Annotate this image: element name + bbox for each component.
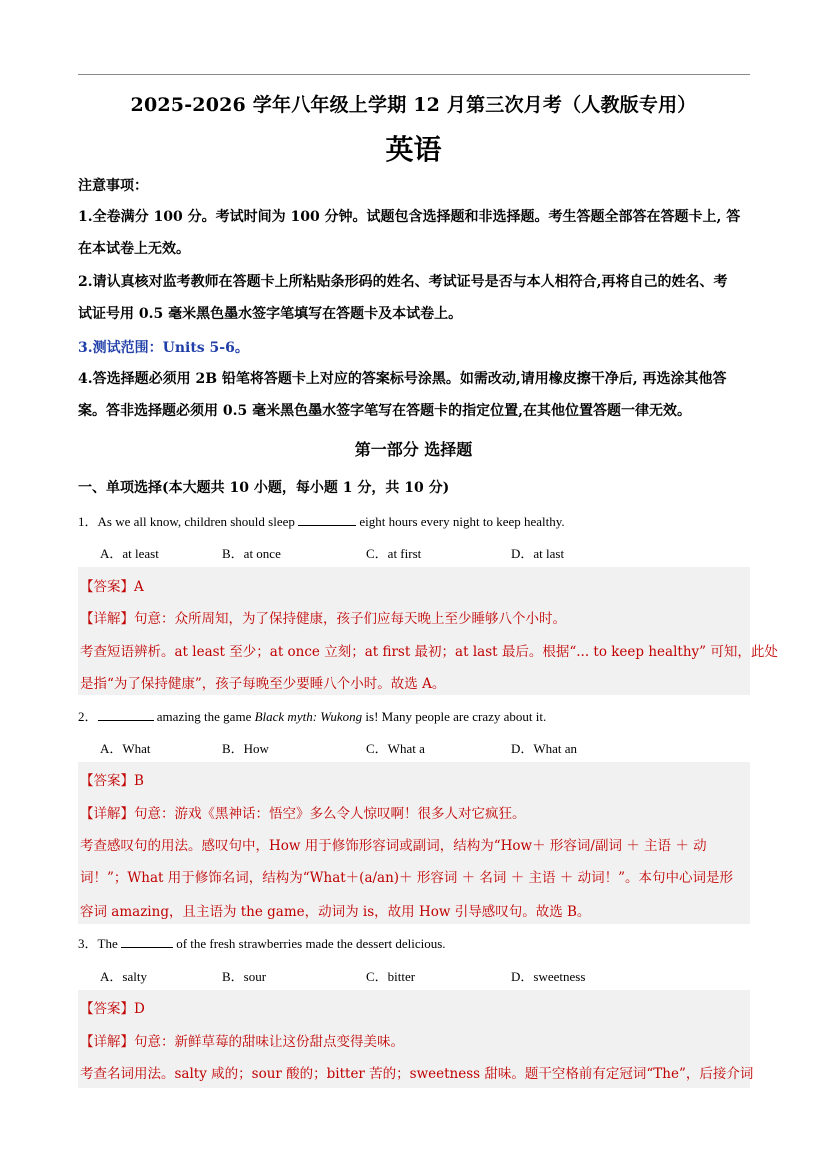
question-2-stem-end: is! Many people are crazy about it. (362, 709, 547, 724)
exam-title: 2025-2026 学年八年级上学期 12 月第三次月考（人教版专用） (130, 94, 697, 116)
question-2-option-b: B．How (222, 741, 269, 756)
question-1-option-d: D．at last (511, 546, 565, 561)
part-heading: 一、单项选择(本大题共 10 小题，每小题 1 分，共 10 分) (78, 480, 450, 496)
question-3-option-c: C．bitter (366, 969, 416, 984)
question-2-analysis-line-3: 容词 amazing，且主语为 the game，动词为 is，故用 How 引导感叹句。故选 B。 (80, 904, 591, 920)
note-4-line-2: 案。答非选择题必须用 0.5 毫米黑色墨水签字笔写在答题卡的指定位置,在其他位置答题一律无效。 (78, 403, 691, 419)
answer-blank (98, 720, 154, 721)
question-3-stem (78, 933, 446, 952)
question-1-stem-start: 1．As we all know, children should sleep (78, 514, 299, 529)
note-2-line-1: 2.请认真核对监考教师在答题卡上所粘贴条形码的姓名、考试证号是否与本人相符合,再将自己的姓名、考 (78, 274, 728, 290)
question-2-detail: 【详解】句意：游戏《黑神话：悟空》多么令人惊叹啊！很多人对它疯狂。 (80, 806, 526, 822)
question-1-stem (78, 511, 565, 530)
question-3-stem-start: 3．The (78, 936, 121, 951)
question-2-answer: 【答案】B (80, 773, 144, 789)
question-3-option-b: B．sour (222, 969, 267, 984)
question-1-option-a: A．at least (100, 546, 159, 561)
note-2-line-2: 试证号用 0.5 毫米黑色墨水签字笔填写在答题卡及本试卷上。 (78, 306, 463, 322)
question-2-stem-start: 2． (78, 709, 98, 724)
note-3-test-scope: 3.测试范围：Units 5-6。 (78, 340, 249, 356)
question-2-option-c: C．What a (366, 741, 425, 756)
game-title: Black myth: Wukong (254, 709, 363, 724)
section-title: 第一部分 选择题 (354, 440, 473, 459)
subject-title: 英语 (385, 133, 442, 166)
question-3-option-a: A．salty (100, 969, 147, 984)
note-1-line-1: 1.全卷满分 100 分。考试时间为 100 分钟。试题包含选择题和非选择题。考生答题全部答在答题卡上, 答 (78, 209, 741, 225)
question-1-stem-end: eight hours every night to keep healthy. (356, 514, 565, 529)
question-3-detail: 【详解】句意：新鲜草莓的甜味让这份甜点变得美味。 (80, 1034, 404, 1050)
note-4-line-1: 4.答选择题必须用 2B 铅笔将答题卡上对应的答案标号涂黑。如需改动,请用橡皮擦干净后, 再选涂其他答 (78, 371, 727, 387)
question-1-option-b: B．at once (222, 546, 281, 561)
answer-blank (121, 947, 173, 948)
question-2-option-d: D．What an (511, 741, 578, 756)
question-1-detail: 【详解】句意：众所周知，为了保持健康，孩子们应每天晚上至少睡够八个小时。 (80, 611, 566, 627)
question-1-analysis-line-1: 考查短语辨析。at least 至少；at once 立刻；at first 最初；at last 最后。根据“... to keep healthy” 可知，此处 (80, 644, 778, 660)
header-rule (78, 74, 750, 75)
question-2-analysis-line-2: 词！”；What 用于修饰名词，结构为“What＋(a/an)＋ 形容词 ＋ 名词 ＋ 主语 ＋ 动词！”。本句中心词是形 (80, 870, 733, 886)
question-1-analysis-line-2: 是指“为了保持健康”，孩子每晚至少要睡八个小时。故选 A。 (80, 676, 446, 692)
notes-heading: 注意事项： (78, 178, 148, 194)
question-2-stem-mid: amazing the game (153, 709, 255, 724)
question-3-answer: 【答案】D (80, 1001, 145, 1017)
question-3-option-d: D．sweetness (511, 969, 586, 984)
note-1-line-2: 在本试卷上无效。 (78, 241, 190, 257)
question-2-stem (78, 706, 546, 725)
question-1-option-c: C．at first (366, 546, 422, 561)
question-3-analysis-line-1: 考查名词用法。salty 咸的；sour 酸的；bitter 苦的；sweetness 甜味。题干空格前有定冠词“The”，后接介词 (80, 1066, 754, 1082)
answer-blank (298, 525, 356, 526)
question-1-answer: 【答案】A (80, 579, 144, 595)
question-2-option-a: A．What (100, 741, 151, 756)
question-2-analysis-line-1: 考查感叹句的用法。感叹句中，How 用于修饰形容词或副词，结构为“How＋ 形容词/副词 ＋ 主语 ＋ 动 (80, 838, 707, 854)
question-3-stem-end: of the fresh strawberries made the dessert delicious. (172, 936, 446, 951)
